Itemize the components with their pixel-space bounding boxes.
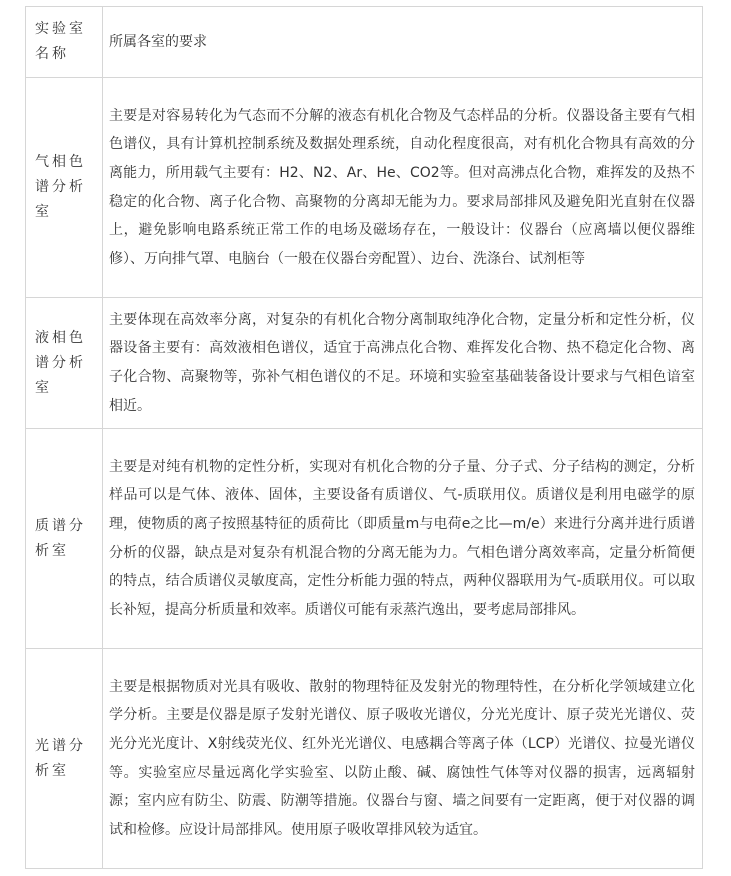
table-row: [26, 429, 703, 649]
lab-requirement-cell: 主要是对容易转化为气态而不分解的液态有机化合物及气态样品的分析。仪器设备主要有气相色谱仪，具有计算机控制系统及数据处理系统，自动化程度很高，对有机化合物具有高效的分离能力，所用载气主要有：H2、N2、Ar、He、CO2等。但对高沸点化合物，难挥发的及热不稳定的化合物、离子化合物、高聚物的分离却无能为力。要求局部排风及避免阳光直射在仪器上，避免影响电路系统正常工作的电场及磁场存在，一般设计：仪器台（应离墙以便仪器维修）、万向排气罩、电脑台（一般在仪器台旁配置）、边台、洗涤台、试剂柜等: [103, 78, 703, 298]
lab-name-cell: 光谱分析室: [26, 649, 103, 869]
lab-name-cell: 质谱分析室: [26, 429, 103, 649]
table-row: [26, 298, 703, 429]
lab-requirement-cell: 主要是根据物质对光具有吸收、散射的物理特征及发射光的物理特性，在分析化学领域建立化学分析。主要是仪器是原子发射光谱仪、原子吸收光谱仪，分光光度计、原子荧光光谱仪、荧光分光光度计、X射线荧光仪、红外光光谱仪、电感耦合等离子体（LCP）光谱仪、拉曼光谱仪等。实验室应尽量远离化学实验室、以防止酸、碱、腐蚀性气体等对仪器的损害，远离辐射源；室内应有防尘、防震、防潮等措施。仪器台与窗、墙之间要有一定距离，便于对仪器的调试和检修。应设计局部排风。使用原子吸收罩排风较为适宜。: [103, 649, 703, 869]
lab-requirements-table: [25, 6, 703, 869]
table-header-row: [26, 7, 703, 78]
header-lab-name: 实验室名称: [26, 7, 103, 78]
lab-name-cell: 气相色谱分析室: [26, 78, 103, 298]
lab-name-cell: 液相色谱分析室: [26, 298, 103, 429]
lab-requirement-cell: 主要是对纯有机物的定性分析，实现对有机化合物的分子量、分子式、分子结构的测定，分析样品可以是气体、液体、固体，主要设备有质谱仪、气-质联用仪。质谱仪是利用电磁学的原理，使物质的离子按照基特征的质荷比（即质量m与电荷e之比—m/e）来进行分离并进行质谱分析的仪器，缺点是对复杂有机混合物的分离无能为力。气相色谱分离效率高，定量分析简便的特点，结合质谱仪灵敏度高，定性分析能力强的特点，两种仪器联用为气-质联用仪。可以取长补短，提高分析质量和效率。质谱仪可能有汞蒸汽逸出，要考虑局部排风。: [103, 429, 703, 649]
lab-requirement-cell: 主要体现在高效率分离，对复杂的有机化合物分离制取纯净化合物，定量分析和定性分析，仪器设备主要有：高效液相色谱仪，适宜于高沸点化合物、难挥发化合物、热不稳定化合物、离子化合物、高聚物等，弥补气相色谱仪的不足。环境和实验室基础装备设计要求与气相色谙室相近。: [103, 298, 703, 429]
header-requirements: 所属各室的要求: [103, 7, 703, 78]
table-row: [26, 78, 703, 298]
table-row: [26, 649, 703, 869]
